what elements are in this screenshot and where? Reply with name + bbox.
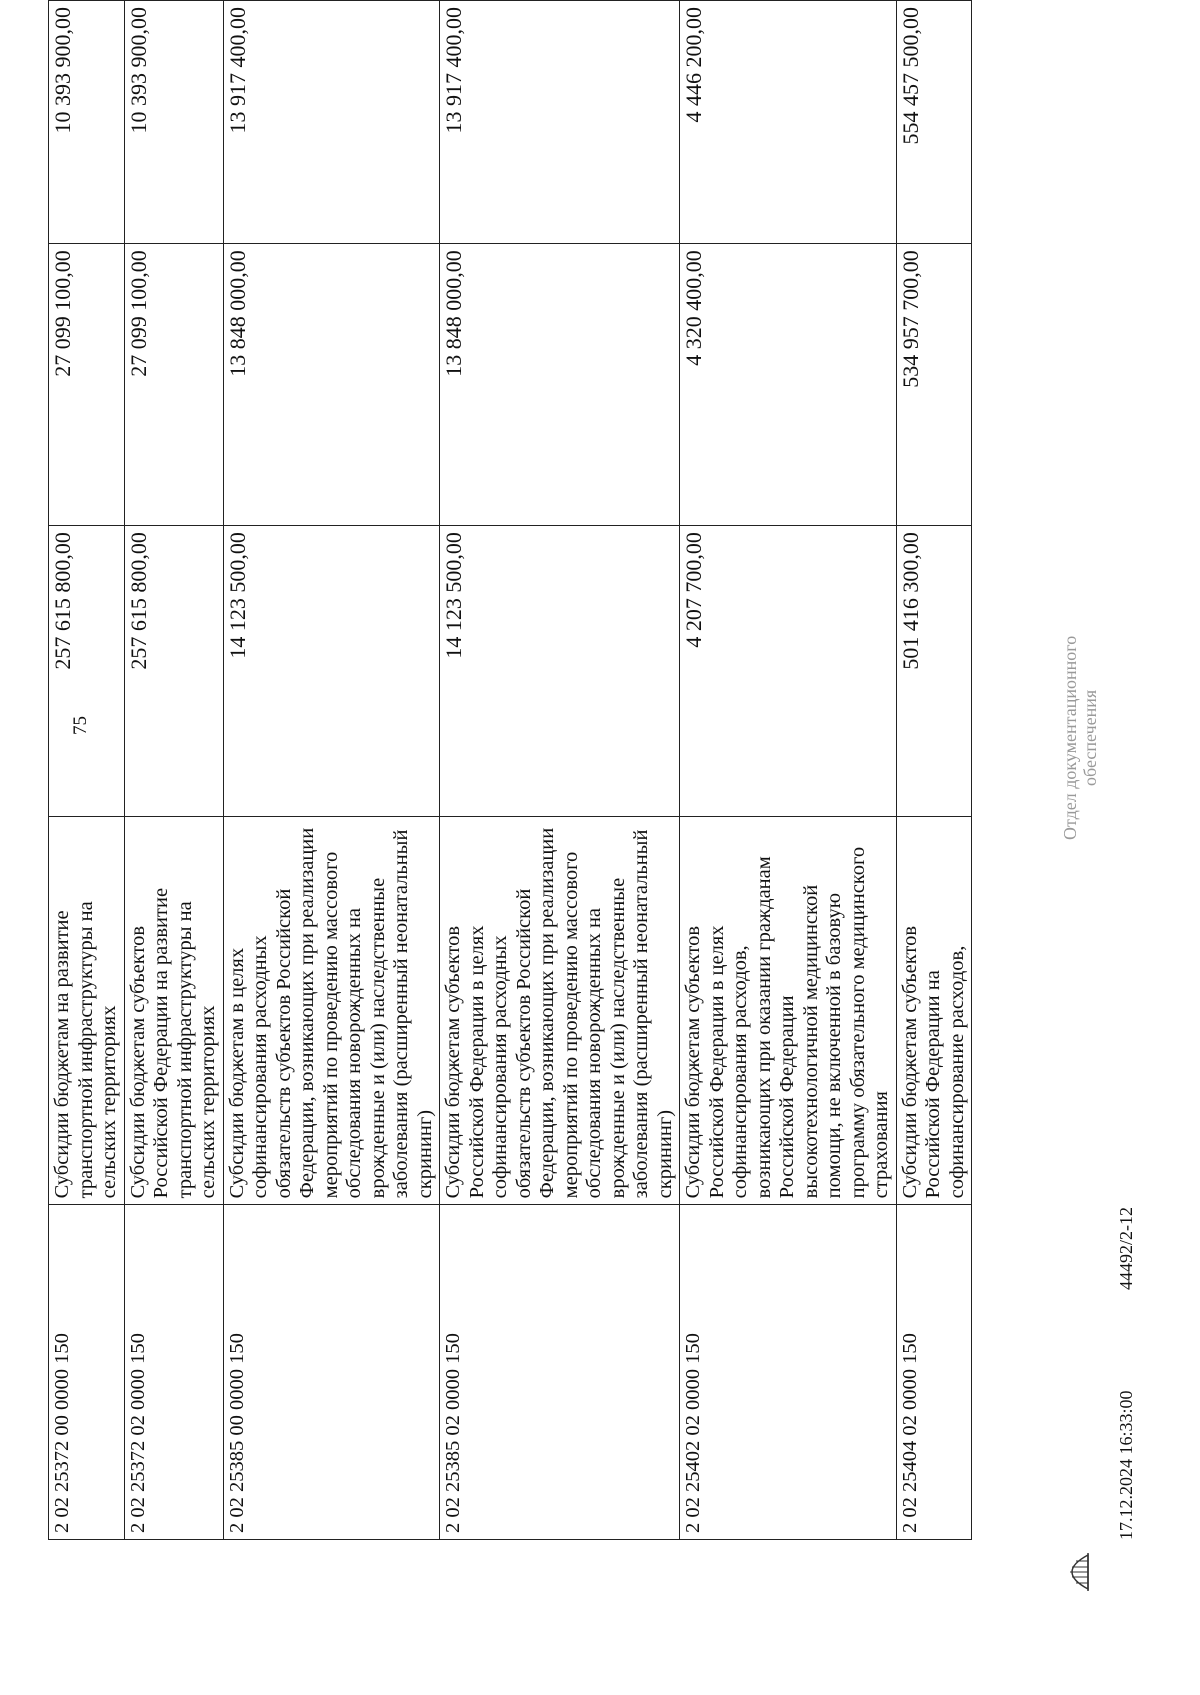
print-date: 17.12.2024 16:33:00 (1116, 1390, 1136, 1540)
row-value-3: 10 393 900,00 (49, 1, 125, 244)
table-row (440, 1, 680, 1540)
stamp-line-1: Отдел документационного (1060, 635, 1080, 840)
row-value-3: 4 446 200,00 (680, 1, 897, 244)
row-value-2: 13 848 000,00 (223, 244, 440, 526)
row-description: Субсидии бюджетам субъектов Российской Федерации в целях софинансирования расходов, возникающих при оказании гражданам Российской Федерации высокотехнологичной медицинской помощи, не включенной в базовую программу обязательного медицинского страхования (680, 816, 897, 1205)
emblem-icon (1048, 1549, 1094, 1595)
row-value-2: 27 099 100,00 (124, 244, 223, 526)
table-row (49, 1, 125, 1540)
row-code: 2 02 25402 02 0000 150 (680, 1205, 897, 1540)
row-value-3: 13 917 400,00 (440, 1, 680, 244)
row-description: Субсидии бюджетам на развитие транспортной инфраструктуры на сельских территориях (49, 816, 125, 1205)
row-value-1: 4 207 700,00 (680, 526, 897, 817)
budget-table (48, 0, 972, 1540)
page-number: 75 (70, 716, 91, 735)
registration-number: 44492/2-12 (1116, 1207, 1136, 1290)
row-code: 2 02 25385 02 0000 150 (440, 1205, 680, 1540)
row-value-2: 534 957 700,00 (896, 244, 972, 526)
table-row (223, 1, 440, 1540)
row-value-1: 257 615 800,00 (49, 526, 125, 817)
row-code: 2 02 25385 00 0000 150 (223, 1205, 440, 1540)
row-value-1: 14 123 500,00 (440, 526, 680, 817)
row-value-3: 13 917 400,00 (223, 1, 440, 244)
row-value-3: 10 393 900,00 (124, 1, 223, 244)
row-description: Субсидии бюджетам субъектов Российской Федерации на развитие транспортной инфраструктуры на сельских территориях (124, 816, 223, 1205)
row-code: 2 02 25372 02 0000 150 (124, 1205, 223, 1540)
row-value-3: 554 457 500,00 (896, 1, 972, 244)
row-value-1: 257 615 800,00 (124, 526, 223, 817)
table-row (896, 1, 972, 1540)
row-value-2: 13 848 000,00 (440, 244, 680, 526)
row-value-1: 14 123 500,00 (223, 526, 440, 817)
row-description: Субсидии бюджетам в целях софинансирования расходных обязательств субъектов Российской Федерации, возникающих при реализации мероприятий по проведению массового обследования новорожденных на врожденные и (или) наследственные заболевания (расширенный неонатальный скрининг) (223, 816, 440, 1205)
row-code: 2 02 25372 00 0000 150 (49, 1205, 125, 1540)
row-value-2: 4 320 400,00 (680, 244, 897, 526)
stamp-line-2: обеспечения (1080, 689, 1100, 786)
row-description: Субсидии бюджетам субъектов Российской Федерации на софинансирование расходов, (896, 816, 972, 1205)
row-code: 2 02 25404 02 0000 150 (896, 1205, 972, 1540)
row-value-1: 501 416 300,00 (896, 526, 972, 817)
row-value-2: 27 099 100,00 (49, 244, 125, 526)
department-stamp (1060, 636, 1100, 840)
footer (1060, 140, 1150, 1540)
row-description: Субсидии бюджетам субъектов Российской Федерации в целях софинансирования расходных обязательств субъектов Российской Федерации, возникающих при реализации мероприятий по проведению массового обследования новорожденных на врожденные и (или) наследственные заболевания (расширенный неонатальный скрининг) (440, 816, 680, 1205)
table-row (124, 1, 223, 1540)
table-row (680, 1, 897, 1540)
